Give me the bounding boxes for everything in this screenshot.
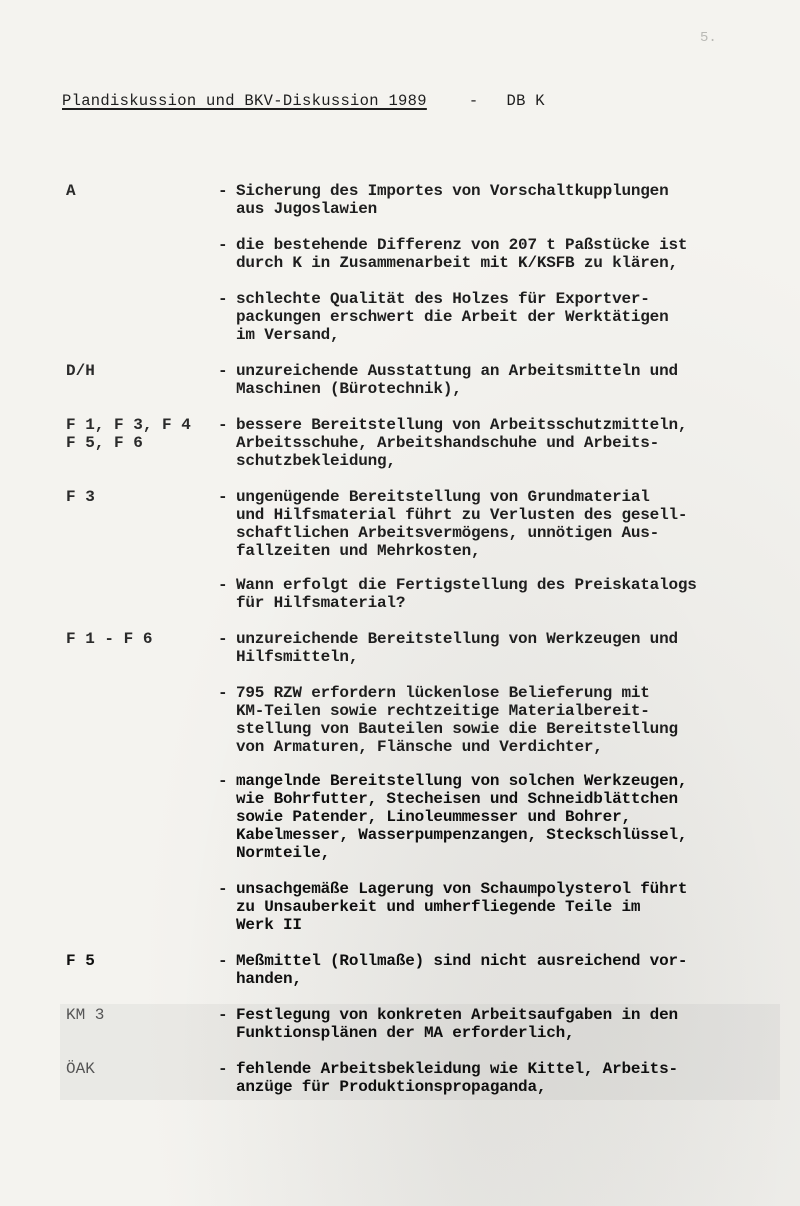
item-text: Wann erfolgt die Fertigstellung des Preiskatalogs für Hilfsmaterial?	[236, 576, 697, 612]
document-title: Plandiskussion und BKV-Diskussion 1989	[62, 92, 427, 110]
list-item	[218, 1006, 778, 1042]
document-header	[62, 92, 545, 110]
item-text: Festlegung von konkreten Arbeitsaufgaben in den Funktionsplänen der MA erforderlich,	[236, 1006, 678, 1042]
dash-marker: -	[218, 488, 228, 506]
item-text: unzureichende Ausstattung an Arbeitsmitteln und Maschinen (Bürotechnik),	[236, 362, 678, 398]
item-text: unzureichende Bereitstellung von Werkzeugen und Hilfsmitteln,	[236, 630, 678, 666]
item-text: Sicherung des Importes von Vorschaltkupplungen aus Jugoslawien	[236, 182, 669, 218]
item-text: die bestehende Differenz von 207 t Paßstücke ist durch K in Zusammenarbeit mit K/KSFB zu klären,	[236, 236, 688, 272]
list-item	[218, 1060, 778, 1096]
item-text: mangelnde Bereitstellung von solchen Werkzeugen, wie Bohrfutter, Stecheisen und Schneidblättchen sowie Patender, Linoleummesser und Bohrer, Kabelmesser, Wasserpumpenzangen, Steckschlüssel, Normteile,	[236, 772, 688, 862]
list-item	[218, 576, 778, 612]
entry-label: F 3	[66, 488, 95, 506]
list-item	[218, 416, 778, 470]
dash-marker: -	[218, 684, 228, 702]
dash-marker: -	[218, 630, 228, 648]
list-item	[218, 952, 778, 988]
item-text: ungenügende Bereitstellung von Grundmaterial und Hilfsmaterial führt zu Verlusten des gesell- schaftlichen Arbeitsvermögens, unnötigen Aus- fallzeiten und Mehrkosten,	[236, 488, 688, 560]
item-text: schlechte Qualität des Holzes für Exportver- packungen erschwert die Arbeit der Werktätigen im Versand,	[236, 290, 669, 344]
entry-label: F 1 - F 6	[66, 630, 153, 648]
list-item	[218, 236, 778, 272]
dash-marker: -	[218, 1060, 228, 1078]
list-item	[218, 488, 778, 560]
dash-marker: -	[218, 772, 228, 790]
header-dash: -	[468, 92, 479, 110]
list-item	[218, 880, 778, 934]
list-item	[218, 290, 778, 344]
item-text: fehlende Arbeitsbekleidung wie Kittel, Arbeits- anzüge für Produktionspropaganda,	[236, 1060, 678, 1096]
dash-marker: -	[218, 576, 228, 594]
entry-label: D/H	[66, 362, 95, 380]
department-code: DB K	[506, 92, 545, 110]
dash-marker: -	[218, 416, 228, 434]
dash-marker: -	[218, 1006, 228, 1024]
item-text: unsachgemäße Lagerung von Schaumpolysterol führt zu Unsauberkeit und umherfliegende Teile im Werk II	[236, 880, 688, 934]
dash-marker: -	[218, 880, 228, 898]
item-text: 795 RZW erfordern lückenlose Belieferung mit KM-Teilen sowie rechtzeitige Materialbereit- stellung von Bauteilen sowie die Bereitstellung von Armaturen, Flänsche und Verdichter,	[236, 684, 678, 756]
page-number-mark: 5.	[700, 30, 717, 46]
entry-label: A	[66, 182, 76, 200]
dash-marker: -	[218, 236, 228, 254]
entry-label: ÖAK	[66, 1060, 95, 1078]
entry-label: F 1, F 3, F 4 F 5, F 6	[66, 416, 191, 452]
list-item	[218, 772, 778, 862]
dash-marker: -	[218, 290, 228, 308]
list-item	[218, 684, 778, 756]
dash-marker: -	[218, 362, 228, 380]
dash-marker: -	[218, 182, 228, 200]
item-text: bessere Bereitstellung von Arbeitsschutzmitteln, Arbeitsschuhe, Arbeitshandschuhe und Arbeits- schutzbekleidung,	[236, 416, 688, 470]
list-item	[218, 630, 778, 666]
entry-label: F 5	[66, 952, 95, 970]
entry-label: KM 3	[66, 1006, 105, 1024]
item-text: Meßmittel (Rollmaße) sind nicht ausreichend vor- handen,	[236, 952, 688, 988]
dash-marker: -	[218, 952, 228, 970]
list-item	[218, 362, 778, 398]
list-item	[218, 182, 778, 218]
